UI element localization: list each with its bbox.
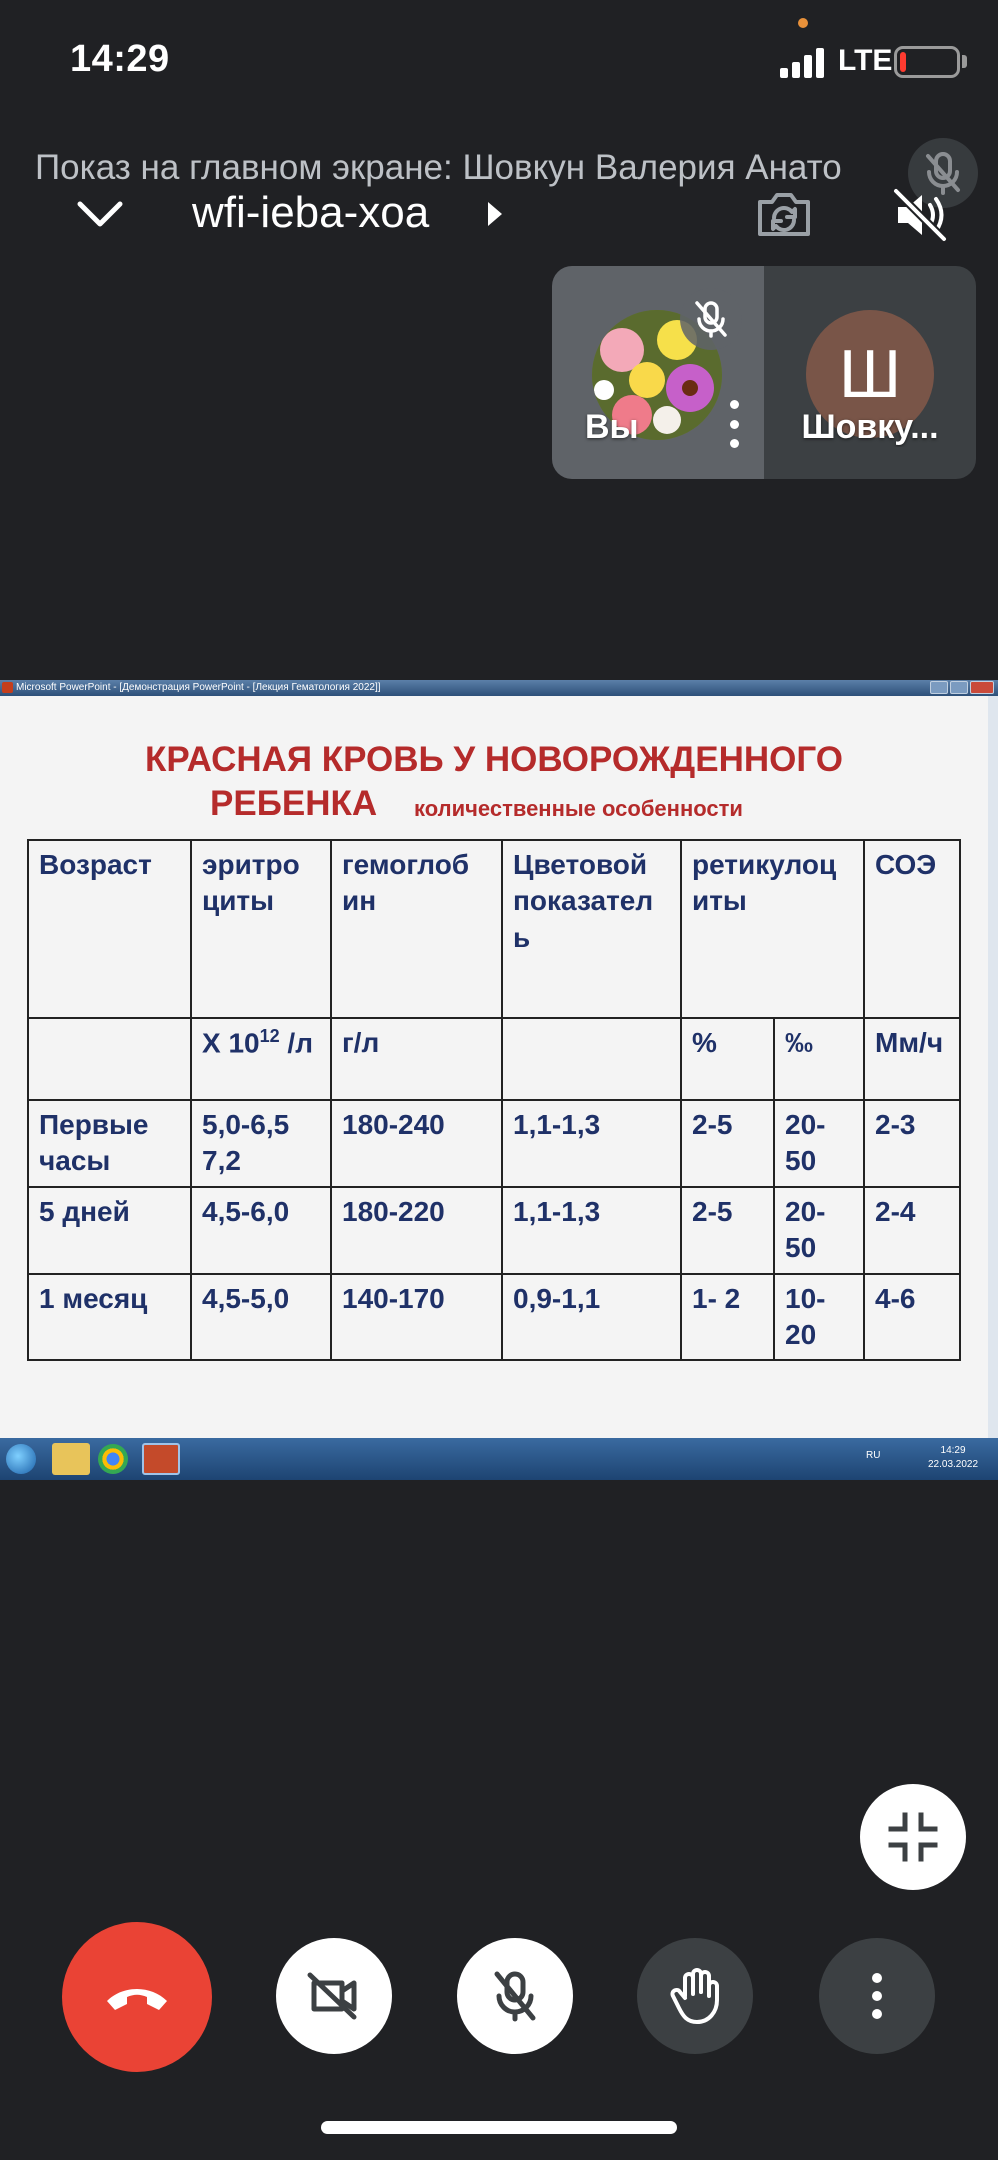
- more-options-button[interactable]: [819, 1938, 935, 2054]
- presenting-banner: Показ на главном экране: Шовкун Валерия Анато: [35, 148, 842, 187]
- camera-toggle-button[interactable]: [276, 1938, 392, 2054]
- raise-hand-icon: [667, 1966, 723, 2026]
- table-cell: 4-6: [864, 1274, 960, 1361]
- unit-tail: /л: [279, 1027, 313, 1059]
- table-cell: 180-220: [331, 1187, 502, 1274]
- table-cell: 4,5-6,0: [191, 1187, 331, 1274]
- speaker-off-button[interactable]: [890, 185, 950, 245]
- camera-switch-button[interactable]: [754, 188, 814, 240]
- mic-toggle-button[interactable]: [457, 1938, 573, 2054]
- status-time: 14:29: [70, 38, 170, 80]
- slide-title-line-1: КРАСНАЯ КРОВЬ У НОВОРОЖДЕННОГО: [145, 740, 843, 779]
- self-name-label: Вы: [585, 408, 639, 446]
- table-cell: 0,9-1,1: [502, 1274, 681, 1361]
- table-cell: 10- 20: [774, 1274, 864, 1361]
- signal-icon: [780, 44, 828, 78]
- home-indicator[interactable]: [321, 2121, 677, 2134]
- collapse-button[interactable]: [70, 190, 130, 240]
- more-vert-icon: [869, 1970, 885, 2022]
- table-cell: 4,5-5,0: [191, 1274, 331, 1361]
- table-row: [28, 1187, 960, 1274]
- table-header-cell: Цветовой показател ь: [502, 840, 681, 1018]
- start-icon: [6, 1444, 36, 1474]
- raise-hand-button[interactable]: [637, 1938, 753, 2054]
- taskbar-clock: [928, 1444, 978, 1472]
- taskbar-date: 22.03.2022: [928, 1459, 979, 1470]
- table-header-cell: ретикулоц иты: [681, 840, 864, 1018]
- camera-off-icon: [304, 1971, 364, 2021]
- table-cell: 1- 2: [681, 1274, 774, 1361]
- table-header-cell: СОЭ: [864, 840, 960, 1018]
- table-cell: 2-5: [681, 1187, 774, 1274]
- table-cell: 5,0-6,5 7,2: [191, 1100, 331, 1187]
- table-unit-cell: ‰: [774, 1018, 864, 1100]
- table-cell: 1 месяц: [28, 1274, 191, 1361]
- unit-base: X 10: [202, 1027, 260, 1059]
- slide-scrollbar: [988, 696, 998, 1438]
- table-unit-cell: [502, 1018, 681, 1100]
- battery-tip: [962, 55, 967, 68]
- taskbar-time: 14:29: [940, 1445, 966, 1456]
- table-cell: 2-4: [864, 1187, 960, 1274]
- table-cell: 1,1-1,3: [502, 1100, 681, 1187]
- meeting-info-arrow-icon: [488, 202, 502, 226]
- table-unit-cell: [28, 1018, 191, 1100]
- minimize-presentation-button[interactable]: [860, 1784, 966, 1890]
- table-header-cell: Возраст: [28, 840, 191, 1018]
- slide-subtitle: количественные особенности: [414, 796, 743, 821]
- window-titlebar: [0, 680, 998, 696]
- table-cell: 140-170: [331, 1274, 502, 1361]
- table-cell: 20- 50: [774, 1187, 864, 1274]
- end-call-button[interactable]: [62, 1922, 212, 2072]
- windows-taskbar: [0, 1438, 998, 1480]
- phone-end-icon: [102, 1977, 172, 2017]
- chevron-down-icon: [70, 190, 130, 240]
- window-title: Microsoft PowerPoint - [Демонстрация PowerPoint - [Лекция Гематология 2022]]: [16, 682, 381, 693]
- table-cell: 1,1-1,3: [502, 1187, 681, 1274]
- meeting-code[interactable]: wfi-ieba-xoa: [192, 188, 430, 237]
- camera-switch-icon: [754, 188, 814, 240]
- table-header-cell: эритро циты: [191, 840, 331, 1018]
- table-row: [28, 1274, 960, 1361]
- minimize-icon: [885, 1809, 941, 1865]
- participant-name-label: Шовку...: [801, 408, 939, 446]
- table-row: [28, 1100, 960, 1187]
- table-unit-cell: г/л: [331, 1018, 502, 1100]
- network-type: LTE: [838, 44, 893, 77]
- table-cell: Первые часы: [28, 1100, 191, 1187]
- table-cell: 2-3: [864, 1100, 960, 1187]
- table-cell: 2-5: [681, 1100, 774, 1187]
- table-unit-cell: [191, 1018, 331, 1100]
- explorer-icon: [52, 1443, 90, 1475]
- table-unit-cell: Мм/ч: [864, 1018, 960, 1100]
- participant-avatar: Ш: [806, 310, 934, 438]
- powerpoint-taskbar-icon: [142, 1443, 180, 1475]
- battery-icon: [894, 46, 960, 78]
- table-cell: 5 дней: [28, 1187, 191, 1274]
- self-mic-off-icon: [680, 288, 742, 350]
- table-unit-cell: %: [681, 1018, 774, 1100]
- self-more-options-icon[interactable]: [724, 400, 744, 448]
- unit-exponent: 12: [259, 1026, 280, 1046]
- table-header-cell: гемоглоб ин: [331, 840, 502, 1018]
- taskbar-language: RU: [866, 1450, 881, 1461]
- table-cell: 20- 50: [774, 1100, 864, 1187]
- speaker-off-icon: [890, 185, 950, 245]
- mic-off-icon: [487, 1968, 543, 2024]
- window-controls: [930, 681, 994, 694]
- blood-data-table: [27, 839, 961, 1361]
- table-cell: 180-240: [331, 1100, 502, 1187]
- chrome-icon: [98, 1444, 128, 1474]
- recording-indicator-dot: [798, 18, 808, 28]
- powerpoint-icon: [2, 682, 13, 693]
- slide-title-line-2: РЕБЕНКА: [210, 784, 378, 823]
